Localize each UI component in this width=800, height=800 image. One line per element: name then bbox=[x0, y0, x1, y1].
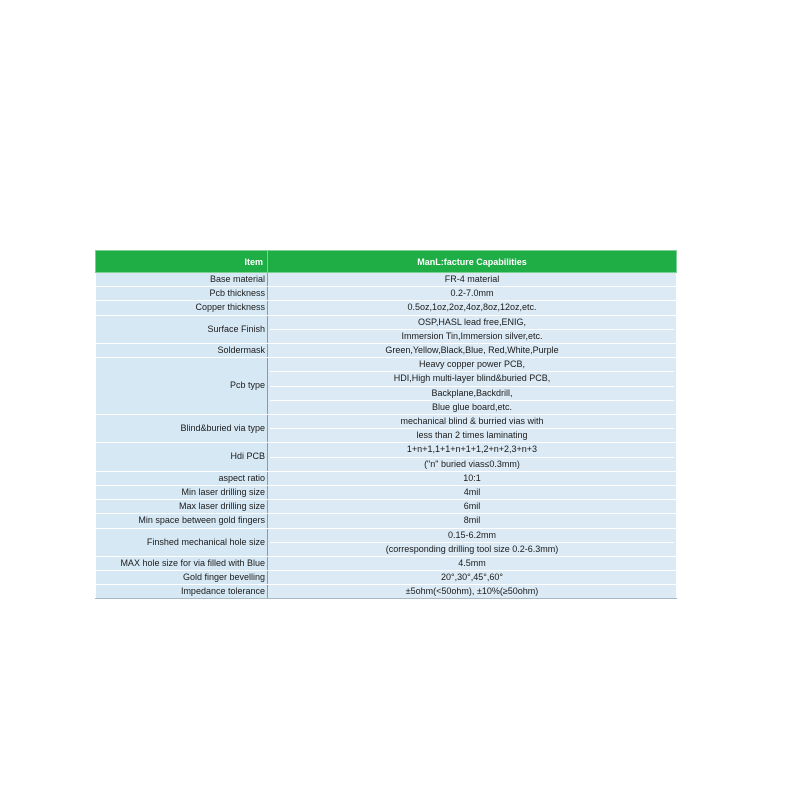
table-body bbox=[96, 273, 677, 599]
row-item-label: Finshed mechanical hole size bbox=[96, 528, 268, 556]
capability-line: OSP,HASL lead free,ENIG, bbox=[270, 316, 674, 330]
row-item-label: Base material bbox=[96, 273, 268, 287]
row-capability-value bbox=[268, 301, 677, 315]
row-item-label: Pcb thickness bbox=[96, 287, 268, 301]
row-item-label: MAX hole size for via filled with Blue bbox=[96, 556, 268, 570]
capability-line: HDI,High multi-layer blind&buried PCB, bbox=[270, 372, 674, 386]
table-row bbox=[96, 585, 677, 599]
row-capability-value bbox=[268, 528, 677, 556]
row-item-label: Max laser drilling size bbox=[96, 500, 268, 514]
row-item-label: Soldermask bbox=[96, 343, 268, 357]
capability-line: Blue glue board,etc. bbox=[431, 401, 513, 412]
row-item-label: Min laser drilling size bbox=[96, 485, 268, 499]
table-row bbox=[96, 414, 677, 442]
table-row bbox=[96, 471, 677, 485]
row-capability-value bbox=[268, 471, 677, 485]
capability-line: 4mil bbox=[463, 486, 481, 497]
table-row bbox=[96, 571, 677, 585]
row-capability-value bbox=[268, 287, 677, 301]
capability-line: 10:1 bbox=[463, 472, 481, 483]
row-item-label: Impedance tolerance bbox=[96, 585, 268, 599]
table-row bbox=[96, 485, 677, 499]
capability-line: Backplane,Backdrill, bbox=[270, 387, 674, 401]
table-row bbox=[96, 528, 677, 556]
capability-line: Green,Yellow,Black,Blue, Red,White,Purple bbox=[385, 344, 559, 355]
table-row bbox=[96, 358, 677, 415]
capability-line: 0.15-6.2mm bbox=[270, 529, 674, 543]
capability-line: 8mil bbox=[463, 515, 481, 526]
header-capabilities: ManL:facture Capabilities bbox=[268, 251, 677, 273]
row-item-label: Gold finger bevelling bbox=[96, 571, 268, 585]
row-item-label: Min space between gold fingers bbox=[96, 514, 268, 528]
capability-line: 0.2-7.0mm bbox=[450, 288, 494, 299]
capability-line: mechanical blind & burried vias with bbox=[270, 415, 674, 429]
capability-line: Heavy copper power PCB, bbox=[270, 358, 674, 372]
row-capability-value bbox=[268, 556, 677, 570]
row-item-label: Copper thickness bbox=[96, 301, 268, 315]
row-capability-value bbox=[268, 273, 677, 287]
table-row bbox=[96, 343, 677, 357]
row-item-label: Surface Finish bbox=[96, 315, 268, 343]
capability-line: FR-4 material bbox=[444, 274, 500, 284]
row-item-label: aspect ratio bbox=[96, 471, 268, 485]
table-row bbox=[96, 315, 677, 343]
capability-line: Immersion Tin,Immersion silver,etc. bbox=[401, 330, 543, 341]
row-capability-value bbox=[268, 414, 677, 442]
row-capability-value bbox=[268, 514, 677, 528]
row-capability-value bbox=[268, 585, 677, 599]
row-capability-value bbox=[268, 358, 677, 415]
table-row bbox=[96, 287, 677, 301]
header-row bbox=[96, 251, 677, 273]
capabilities-table bbox=[95, 250, 677, 599]
row-capability-value bbox=[268, 571, 677, 585]
capability-line: (corresponding drilling tool size 0.2-6.3mm) bbox=[385, 543, 559, 554]
capability-line: less than 2 times laminating bbox=[416, 430, 528, 441]
row-item-label: Hdi PCB bbox=[96, 443, 268, 471]
capability-line: 20°,30°,45°,60° bbox=[441, 572, 503, 583]
table-row bbox=[96, 301, 677, 315]
row-capability-value bbox=[268, 315, 677, 343]
capability-line: ("n" buried vias≤0.3mm) bbox=[424, 458, 520, 469]
row-item-label: Pcb type bbox=[96, 358, 268, 415]
row-capability-value bbox=[268, 443, 677, 471]
row-capability-value bbox=[268, 485, 677, 499]
table-row bbox=[96, 500, 677, 514]
row-capability-value bbox=[268, 343, 677, 357]
table-row bbox=[96, 273, 677, 287]
row-item-label: Blind&buried via type bbox=[96, 414, 268, 442]
capability-line: ±5ohm(<50ohm), ±10%(≥50ohm) bbox=[405, 586, 539, 597]
capabilities-sheet bbox=[95, 250, 676, 599]
table-row bbox=[96, 443, 677, 471]
capability-line: 0.5oz,1oz,2oz,4oz,8oz,12oz,etc. bbox=[407, 302, 537, 313]
capability-line: 1+n+1,1+1+n+1+1,2+n+2,3+n+3 bbox=[270, 443, 674, 457]
table-row bbox=[96, 514, 677, 528]
capability-line: 4.5mm bbox=[458, 557, 486, 568]
capability-line: 6mil bbox=[463, 501, 481, 512]
header-item: Item bbox=[96, 251, 268, 273]
table-row bbox=[96, 556, 677, 570]
row-capability-value bbox=[268, 500, 677, 514]
